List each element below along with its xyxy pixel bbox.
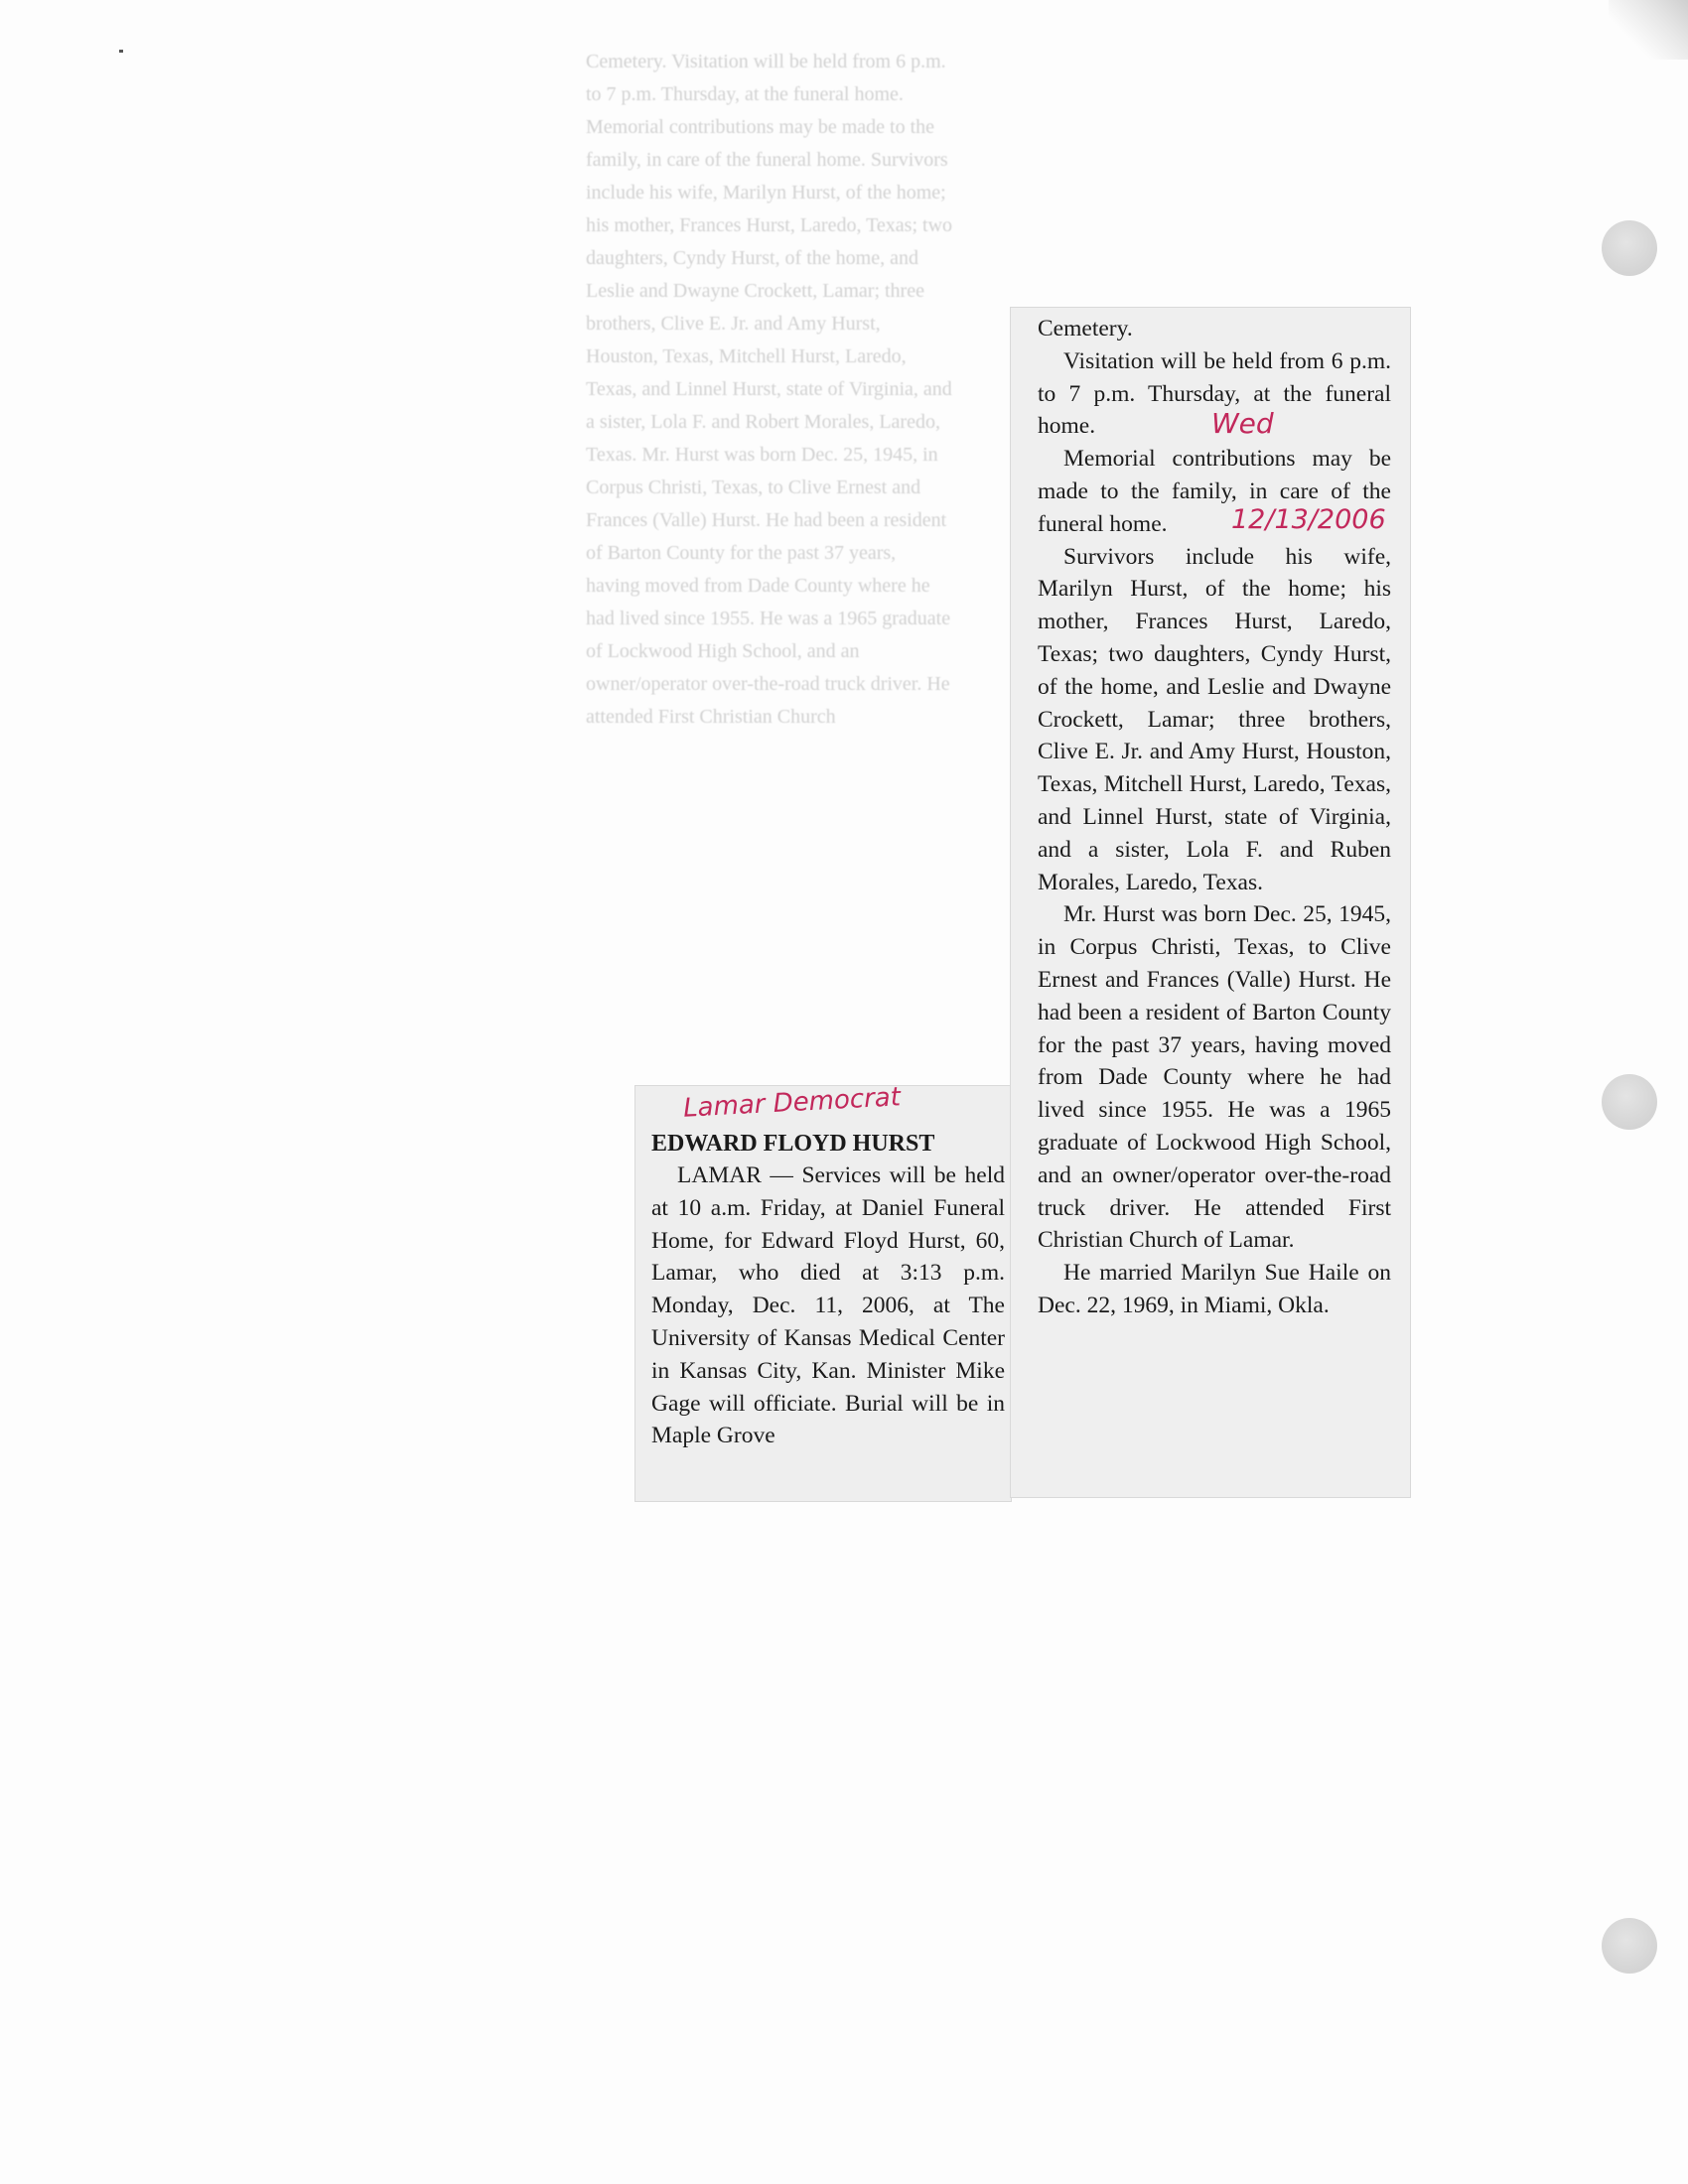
obituary-paragraph-cemetery: Cemetery. [1038,316,1133,341]
bleed-through-text: Cemetery. Visitation will be held from 6 p.m. to 7 p.m. Thursday, at the funeral home. Memorial contributions may be made to the family, in care of the funeral home. Survivors include his wife, Marilyn Hurst, of the home; his mother, Frances Hurst, Laredo, Texas; two daughters, Cyndy Hurst, of the home, and Leslie and Dwayne Crockett, Lamar; three brothers, Clive E. Jr. and Amy Hurst, Houston, Texas, Mitchell Hurst, Laredo, Texas, and Linnel Hurst, state of Virginia, and a sister, Lola F. and Robert Morales, Laredo, Texas. Mr. Hurst was born Dec. 25, 1945, in Corpus Christi, Texas, to Clive Ernest and Frances (Valle) Hurst. He had been a resident of Barton County for the past 37 years, having moved from Dade County where he had lived since 1955. He was a 1965 graduate of Lockwood High School, and an owner/operator over-the-road truck driver. He attended First Christian Church [586,51,953,728]
handwritten-source-note: Lamar Democrat [682,1082,902,1124]
punch-hole-bottom [1602,1918,1657,1974]
punch-hole-top [1602,220,1657,276]
punch-hole-middle [1602,1074,1657,1130]
obituary-paragraph-marriage: He married Marilyn Sue Haile on Dec. 22, 1969, in Miami, Okla. [1038,1260,1391,1318]
scan-speck [119,50,123,53]
handwritten-date-note: 12/13/2006 [1231,504,1386,535]
obituary-paragraph-biography: Mr. Hurst was born Dec. 25, 1945, in Corpus Christi, Texas, to Clive Ernest and Frances (Valle) Hurst. He had been a resident of Barton County for the past 37 years, having moved from Dade County where he had lived since 1955. He was a 1965 graduate of Lockwood High School, and an owner/operator over-the-road truck driver. He attended First Christian Church of Lamar. [1038,901,1391,1254]
obituary-paragraph-visitation: Visitation will be held from 6 p.m. to 7 p.m. Thursday, at the funeral home. [1038,347,1391,440]
obituary-paragraph-memorials: Memorial contributions may be made to the family, in care of the funeral home. [1038,446,1391,537]
obituary-right-column [1038,313,1391,1322]
obituary-paragraph-services: LAMAR — Services will be held at 10 a.m. Friday, at Daniel Funeral Home, for Edward Floyd Hurst, 60, Lamar, who died at 3:13 p.m. Monday, Dec. 11, 2006, at The University of Kansas Medical Center in Kansas City, Kan. Minister Mike Gage will officiate. Burial will be in Maple Grove [651,1162,1005,1449]
obituary-paragraph-survivors: Survivors include his wife, Marilyn Hurst, of the home; his mother, Frances Hurst, Laredo, Texas; two daughters, Cyndy Hurst, of the home, and Leslie and Dwayne Crockett, Lamar; three brothers, Clive E. Jr. and Amy Hurst, Houston, Texas, Mitchell Hurst, Laredo, Texas, and Linnel Hurst, state of Virginia, and a sister, Lola F. and Ruben Morales, Laredo, Texas. [1038,543,1391,895]
obituary-left-column [651,1128,1005,1452]
page-corner-shadow [1609,0,1688,60]
obituary-headline: EDWARD FLOYD HURST [651,1131,935,1157]
handwritten-day-note: Wed [1211,407,1274,440]
